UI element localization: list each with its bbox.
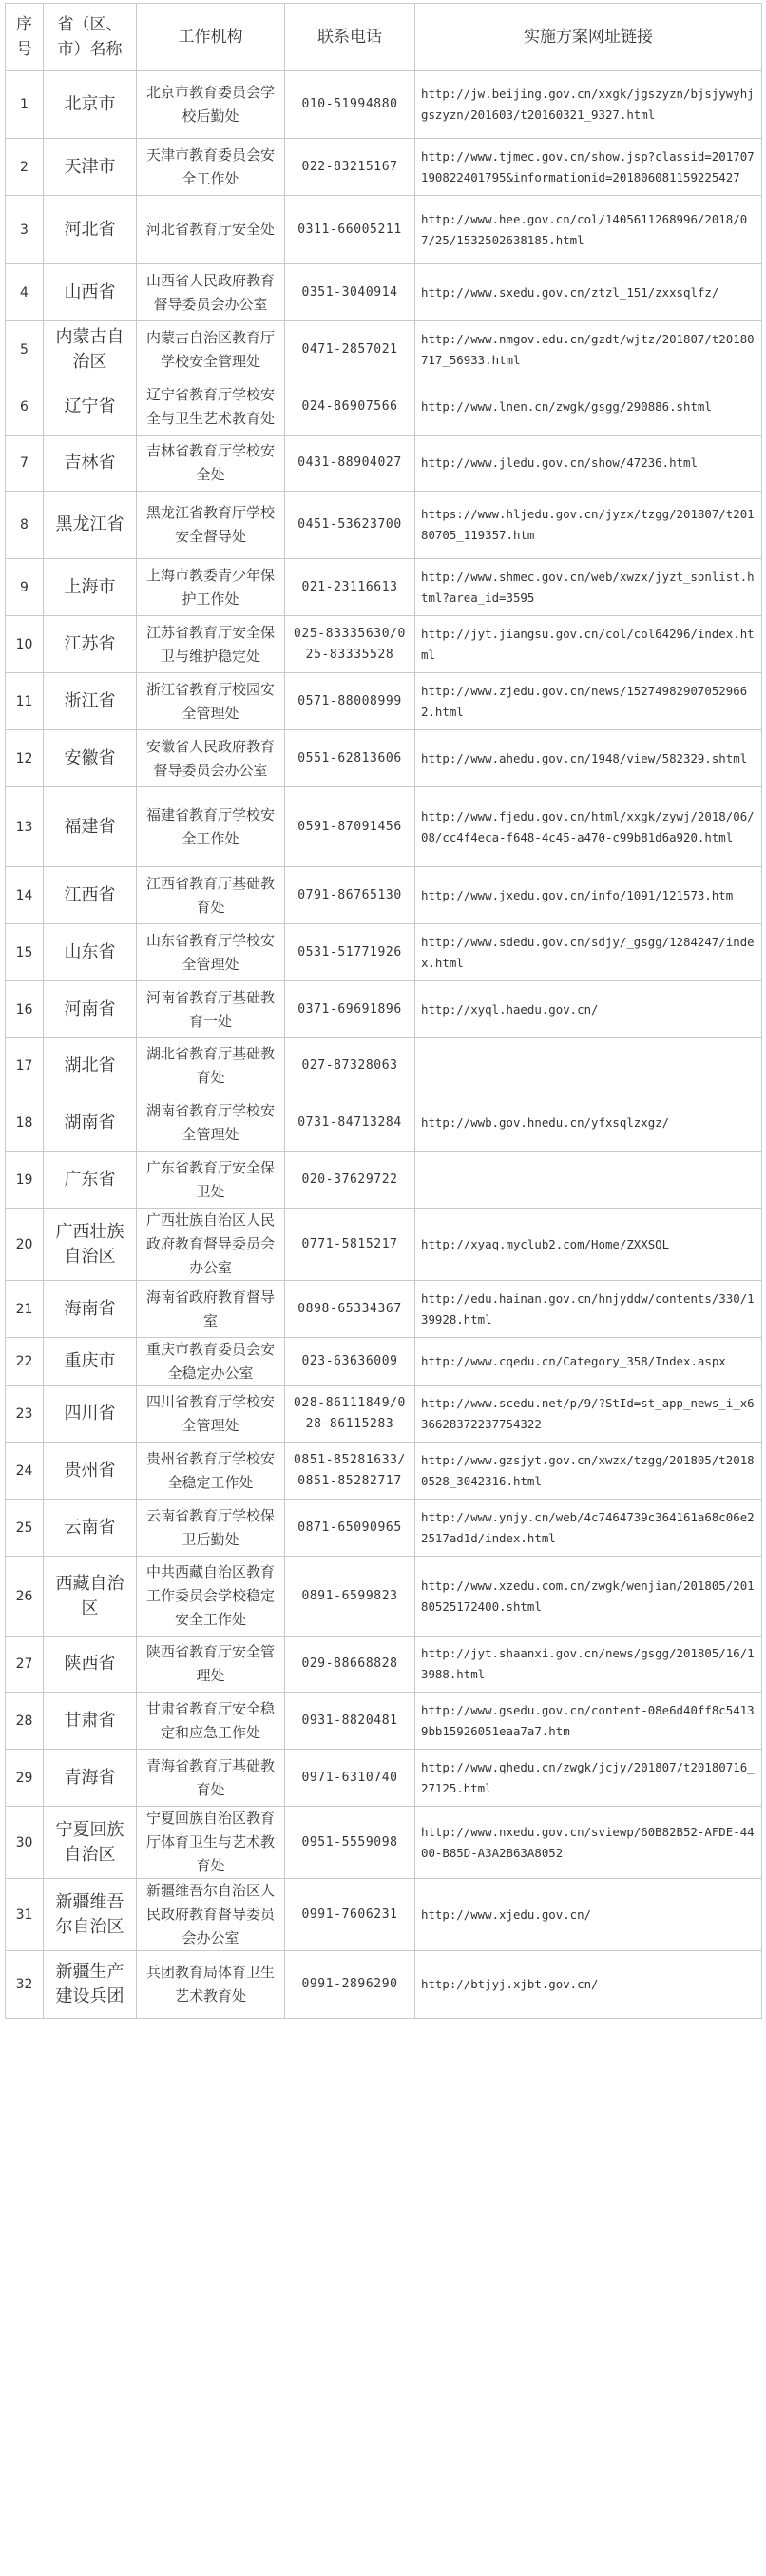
row-seq: 14 [6, 867, 44, 924]
row-seq: 20 [6, 1209, 44, 1281]
table-row [6, 1209, 762, 1281]
header-province: 省（区、市）名称 [44, 4, 137, 71]
row-province: 福建省 [44, 787, 137, 867]
row-org: 中共西藏自治区教育工作委员会学校稳定安全工作处 [137, 1557, 285, 1637]
row-province: 河北省 [44, 196, 137, 264]
row-url[interactable]: http://jyt.jiangsu.gov.cn/col/col64296/index.html [415, 616, 762, 673]
row-seq: 2 [6, 139, 44, 196]
row-seq: 30 [6, 1807, 44, 1879]
row-seq: 22 [6, 1338, 44, 1386]
row-url[interactable]: http://www.tjmec.gov.cn/show.jsp?classid=201707190822401795&informationid=201806081159225427 [415, 139, 762, 196]
table-row [6, 1693, 762, 1750]
table-row [6, 616, 762, 673]
row-org: 甘肃省教育厅安全稳定和应急工作处 [137, 1693, 285, 1750]
row-tel: 028-86111849/028-86115283 [285, 1386, 415, 1443]
row-url[interactable]: http://www.ynjy.cn/web/4c7464739c364161a68c06e22517ad1d/index.html [415, 1500, 762, 1557]
row-tel: 025-83335630/025-83335528 [285, 616, 415, 673]
table-row [6, 1807, 762, 1879]
row-province: 重庆市 [44, 1338, 137, 1386]
row-seq: 24 [6, 1443, 44, 1500]
header-seq: 序号 [6, 4, 44, 71]
table-row [6, 673, 762, 730]
row-org: 湖南省教育厅学校安全管理处 [137, 1094, 285, 1152]
row-tel: 0471-2857021 [285, 321, 415, 378]
row-url[interactable]: http://edu.hainan.gov.cn/hnjyddw/contents/330/139928.html [415, 1281, 762, 1338]
table-row [6, 1951, 762, 2019]
row-org: 云南省教育厅学校保卫后勤处 [137, 1500, 285, 1557]
row-url[interactable]: http://www.gsedu.gov.cn/content-08e6d40ff8c54139bb15926051eaa7a7.htm [415, 1693, 762, 1750]
row-org: 广东省教育厅安全保卫处 [137, 1152, 285, 1209]
row-seq: 25 [6, 1500, 44, 1557]
row-tel: 0451-53623700 [285, 492, 415, 559]
row-org: 吉林省教育厅学校安全处 [137, 436, 285, 492]
row-tel: 029-88668828 [285, 1637, 415, 1693]
row-url[interactable]: http://www.nxedu.gov.cn/sviewp/60B82B52-AFDE-4400-B85D-A3A2B63A8052 [415, 1807, 762, 1879]
row-url[interactable]: https://www.hljedu.gov.cn/jyzx/tzgg/201807/t20180705_119357.htm [415, 492, 762, 559]
row-seq: 1 [6, 71, 44, 139]
row-province: 吉林省 [44, 436, 137, 492]
row-tel: 0531-51771926 [285, 924, 415, 981]
row-url[interactable]: http://www.sxedu.gov.cn/ztzl_151/zxxsqlfz/ [415, 264, 762, 321]
row-seq: 12 [6, 730, 44, 787]
table-row [6, 1557, 762, 1637]
row-seq: 7 [6, 436, 44, 492]
row-url[interactable]: http://www.xzedu.com.cn/zwgk/wenjian/201805/20180525172400.shtml [415, 1557, 762, 1637]
row-seq: 11 [6, 673, 44, 730]
table-row [6, 378, 762, 436]
row-province: 辽宁省 [44, 378, 137, 436]
table-row [6, 1281, 762, 1338]
table-row [6, 1750, 762, 1807]
row-org: 辽宁省教育厅学校安全与卫生艺术教育处 [137, 378, 285, 436]
row-org: 广西壮族自治区人民政府教育督导委员会办公室 [137, 1209, 285, 1281]
row-org: 贵州省教育厅学校安全稳定工作处 [137, 1443, 285, 1500]
row-url[interactable]: http://xyql.haedu.gov.cn/ [415, 981, 762, 1038]
row-org: 河北省教育厅安全处 [137, 196, 285, 264]
table-row [6, 264, 762, 321]
row-province: 贵州省 [44, 1443, 137, 1500]
row-url[interactable]: http://www.ahedu.gov.cn/1948/view/582329.shtml [415, 730, 762, 787]
table-row [6, 1386, 762, 1443]
row-org: 青海省教育厅基础教育处 [137, 1750, 285, 1807]
table-row [6, 730, 762, 787]
row-org: 天津市教育委员会安全工作处 [137, 139, 285, 196]
table-row [6, 787, 762, 867]
row-province: 江苏省 [44, 616, 137, 673]
header-tel: 联系电话 [285, 4, 415, 71]
row-seq: 26 [6, 1557, 44, 1637]
row-url[interactable]: http://www.nmgov.edu.cn/gzdt/wjtz/201807/t20180717_56933.html [415, 321, 762, 378]
row-org: 江西省教育厅基础教育处 [137, 867, 285, 924]
row-province: 上海市 [44, 559, 137, 616]
row-url[interactable]: http://xyaq.myclub2.com/Home/ZXXSQL [415, 1209, 762, 1281]
row-org: 山东省教育厅学校安全管理处 [137, 924, 285, 981]
row-seq: 31 [6, 1879, 44, 1951]
row-tel: 0591-87091456 [285, 787, 415, 867]
row-province: 新疆生产建设兵团 [44, 1951, 137, 2019]
row-url[interactable]: http://www.zjedu.gov.cn/news/152749829070529662.html [415, 673, 762, 730]
row-province: 西藏自治区 [44, 1557, 137, 1637]
row-province: 安徽省 [44, 730, 137, 787]
row-seq: 23 [6, 1386, 44, 1443]
row-org: 内蒙古自治区教育厅学校安全管理处 [137, 321, 285, 378]
row-province: 陕西省 [44, 1637, 137, 1693]
row-org: 黑龙江省教育厅学校安全督导处 [137, 492, 285, 559]
row-org: 上海市教委青少年保护工作处 [137, 559, 285, 616]
row-tel: 0898-65334367 [285, 1281, 415, 1338]
row-tel: 0311-66005211 [285, 196, 415, 264]
table-row [6, 1500, 762, 1557]
row-province: 四川省 [44, 1386, 137, 1443]
header-url: 实施方案网址链接 [415, 4, 762, 71]
row-org: 江苏省教育厅安全保卫与维护稳定处 [137, 616, 285, 673]
row-org: 四川省教育厅学校安全管理处 [137, 1386, 285, 1443]
row-province: 广西壮族自治区 [44, 1209, 137, 1281]
row-org: 福建省教育厅学校安全工作处 [137, 787, 285, 867]
table-row [6, 1152, 762, 1209]
row-tel: 0571-88008999 [285, 673, 415, 730]
row-seq: 13 [6, 787, 44, 867]
row-url[interactable]: http://www.jxedu.gov.cn/info/1091/121573.htm [415, 867, 762, 924]
table-row [6, 924, 762, 981]
row-org: 河南省教育厅基础教育一处 [137, 981, 285, 1038]
row-tel: 0371-69691896 [285, 981, 415, 1038]
row-url[interactable]: http://www.hee.gov.cn/col/1405611268996/2018/07/25/1532502638185.html [415, 196, 762, 264]
row-url[interactable]: http://www.fjedu.gov.cn/html/xxgk/zywj/2018/06/08/cc4f4eca-f648-4c45-a470-c99b81d6a920.html [415, 787, 762, 867]
row-tel: 027-87328063 [285, 1038, 415, 1094]
row-province: 青海省 [44, 1750, 137, 1807]
row-url[interactable]: http://wwb.gov.hnedu.cn/yfxsqlzxgz/ [415, 1094, 762, 1152]
table-header [6, 4, 762, 71]
row-org: 安徽省人民政府教育督导委员会办公室 [137, 730, 285, 787]
row-tel: 0551-62813606 [285, 730, 415, 787]
table-row [6, 1443, 762, 1500]
implementation-plan-table [5, 3, 762, 2019]
table-row [6, 1094, 762, 1152]
row-province: 云南省 [44, 1500, 137, 1557]
row-province: 山东省 [44, 924, 137, 981]
row-tel: 0431-88904027 [285, 436, 415, 492]
row-seq: 16 [6, 981, 44, 1038]
table-row [6, 71, 762, 139]
row-url[interactable]: http://www.jledu.gov.cn/show/47236.html [415, 436, 762, 492]
row-tel: 0891-6599823 [285, 1557, 415, 1637]
row-seq: 6 [6, 378, 44, 436]
table-row [6, 196, 762, 264]
table-row [6, 981, 762, 1038]
row-url [415, 1152, 762, 1209]
table-row [6, 559, 762, 616]
row-tel: 0991-2896290 [285, 1951, 415, 2019]
row-url [415, 1038, 762, 1094]
row-url[interactable]: http://www.qhedu.cn/zwgk/jcjy/201807/t20180716_27125.html [415, 1750, 762, 1807]
row-org: 北京市教育委员会学校后勤处 [137, 71, 285, 139]
row-seq: 4 [6, 264, 44, 321]
row-province: 内蒙古自治区 [44, 321, 137, 378]
row-url[interactable]: http://jw.beijing.gov.cn/xxgk/jgszyzn/bjsjywyhjgszyzn/201603/t20160321_9327.html [415, 71, 762, 139]
row-tel: 0991-7606231 [285, 1879, 415, 1951]
row-org: 兵团教育局体育卫生艺术教育处 [137, 1951, 285, 2019]
row-seq: 15 [6, 924, 44, 981]
row-seq: 10 [6, 616, 44, 673]
row-org: 宁夏回族自治区教育厅体育卫生与艺术教育处 [137, 1807, 285, 1879]
row-tel: 020-37629722 [285, 1152, 415, 1209]
row-org: 陕西省教育厅安全管理处 [137, 1637, 285, 1693]
row-tel: 0351-3040914 [285, 264, 415, 321]
table-row [6, 1338, 762, 1386]
row-tel: 0931-8820481 [285, 1693, 415, 1750]
header-org: 工作机构 [137, 4, 285, 71]
row-province: 新疆维吾尔自治区 [44, 1879, 137, 1951]
row-tel: 0731-84713284 [285, 1094, 415, 1152]
row-tel: 010-51994880 [285, 71, 415, 139]
row-tel: 021-23116613 [285, 559, 415, 616]
row-org: 湖北省教育厅基础教育处 [137, 1038, 285, 1094]
row-tel: 0791-86765130 [285, 867, 415, 924]
row-seq: 32 [6, 1951, 44, 2019]
row-seq: 18 [6, 1094, 44, 1152]
table-body [6, 71, 762, 2019]
row-province: 浙江省 [44, 673, 137, 730]
row-org: 浙江省教育厅校园安全管理处 [137, 673, 285, 730]
table-row [6, 1637, 762, 1693]
row-seq: 17 [6, 1038, 44, 1094]
row-province: 黑龙江省 [44, 492, 137, 559]
table-row [6, 867, 762, 924]
row-url[interactable]: http://www.gzsjyt.gov.cn/xwzx/tzgg/201805/t20180528_3042316.html [415, 1443, 762, 1500]
row-tel: 0871-65090965 [285, 1500, 415, 1557]
row-url[interactable]: http://jyt.shaanxi.gov.cn/news/gsgg/201805/16/13988.html [415, 1637, 762, 1693]
row-url[interactable]: http://www.sdedu.gov.cn/sdjy/_gsgg/1284247/index.html [415, 924, 762, 981]
header-row [6, 4, 762, 71]
row-seq: 29 [6, 1750, 44, 1807]
row-seq: 3 [6, 196, 44, 264]
row-province: 北京市 [44, 71, 137, 139]
row-seq: 28 [6, 1693, 44, 1750]
row-url[interactable]: http://www.lnen.cn/zwgk/gsgg/290886.shtml [415, 378, 762, 436]
row-tel: 0771-5815217 [285, 1209, 415, 1281]
row-org: 山西省人民政府教育督导委员会办公室 [137, 264, 285, 321]
table-row [6, 321, 762, 378]
row-seq: 27 [6, 1637, 44, 1693]
row-tel: 0851-85281633/0851-85282717 [285, 1443, 415, 1500]
row-seq: 19 [6, 1152, 44, 1209]
table-row [6, 1038, 762, 1094]
table-row [6, 436, 762, 492]
row-province: 天津市 [44, 139, 137, 196]
row-tel: 022-83215167 [285, 139, 415, 196]
row-url[interactable]: http://www.cqedu.cn/Category_358/Index.aspx [415, 1338, 762, 1386]
row-province: 宁夏回族自治区 [44, 1807, 137, 1879]
row-tel: 0971-6310740 [285, 1750, 415, 1807]
row-tel: 023-63636009 [285, 1338, 415, 1386]
row-url[interactable]: http://www.xjedu.gov.cn/ [415, 1879, 762, 1951]
table-row [6, 492, 762, 559]
row-province: 山西省 [44, 264, 137, 321]
row-province: 湖北省 [44, 1038, 137, 1094]
row-province: 广东省 [44, 1152, 137, 1209]
row-province: 河南省 [44, 981, 137, 1038]
row-province: 海南省 [44, 1281, 137, 1338]
row-province: 湖南省 [44, 1094, 137, 1152]
row-province: 江西省 [44, 867, 137, 924]
row-seq: 9 [6, 559, 44, 616]
row-province: 甘肃省 [44, 1693, 137, 1750]
row-url[interactable]: http://btjyj.xjbt.gov.cn/ [415, 1951, 762, 2019]
table-row [6, 139, 762, 196]
row-url[interactable]: http://www.scedu.net/p/9/?StId=st_app_news_i_x636628372237754322 [415, 1386, 762, 1443]
row-url[interactable]: http://www.shmec.gov.cn/web/xwzx/jyzt_sonlist.html?area_id=3595 [415, 559, 762, 616]
row-seq: 5 [6, 321, 44, 378]
row-org: 新疆维吾尔自治区人民政府教育督导委员会办公室 [137, 1879, 285, 1951]
row-seq: 8 [6, 492, 44, 559]
row-tel: 024-86907566 [285, 378, 415, 436]
table-row [6, 1879, 762, 1951]
row-tel: 0951-5559098 [285, 1807, 415, 1879]
row-org: 海南省政府教育督导室 [137, 1281, 285, 1338]
row-org: 重庆市教育委员会安全稳定办公室 [137, 1338, 285, 1386]
row-seq: 21 [6, 1281, 44, 1338]
